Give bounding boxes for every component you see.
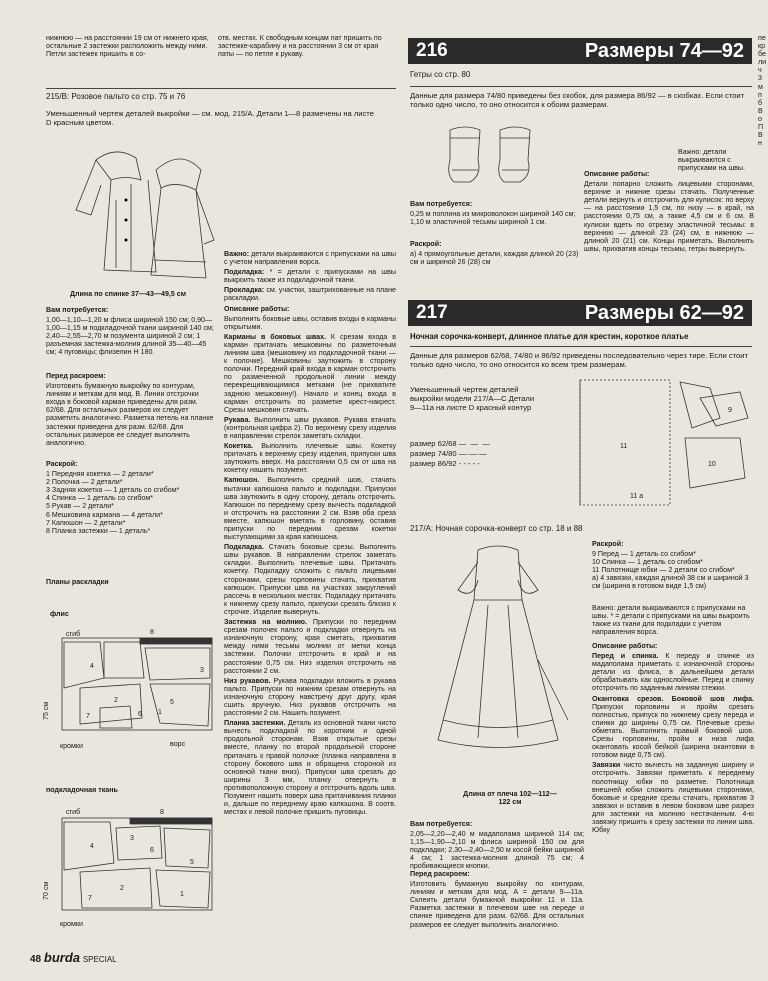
b215-9-head: Подкладка. <box>224 543 264 552</box>
section-216-header <box>408 38 752 64</box>
edge-fragment: н <box>758 139 762 148</box>
b215-1-text: * = детали с припусками на швы выкроить также из подкладочной ткани. <box>224 268 396 285</box>
prep-217-title: Перед раскроем: <box>410 870 470 878</box>
edges-label-2: кромки <box>60 920 83 928</box>
col1-continuation: нижнюю — на расстоянии 19 см от нижнего края, остальные 2 застежки расположить между ними. Петли застежек пришить в со- <box>46 34 209 59</box>
size-b-label: размер 74/80 <box>410 449 457 458</box>
edge-fragment: ли <box>758 58 767 67</box>
work-216 <box>584 170 754 274</box>
section-217-title: Размеры 62—92 <box>584 301 744 324</box>
subtitle-217: Ночная сорочка-конверт, длинное платье для крестин, короткое платье <box>410 332 689 341</box>
width-75-label: 75 см <box>42 701 50 720</box>
cut-217-item: 9 Перед — 1 деталь со сгибом* <box>592 550 696 559</box>
svg-text:9: 9 <box>728 407 732 414</box>
section-217-header <box>408 300 752 326</box>
svg-text:8: 8 <box>160 809 164 816</box>
cut-215-item: 7 Капюшон — 2 детали* <box>46 518 126 527</box>
w217-2-text: чисто вычесть на заданную ширину и отстрочить. Завязки приметать к переднему полотнищу юбки по разметке. Полотнища внешней юбки сложить лицевыми сторонами, боковые и средние срезы стачать, прихватив 3 завязки и оставив в левом боковом шве разрез для застежки на молнию нестачанным. 4-ю завязку пришить к срезу застежки по линии шва. Юбку <box>592 761 754 835</box>
size-86-92 <box>410 460 540 470</box>
b215-0-text: детали выкраиваются с припусками на швы с учетом направления ворса. <box>224 250 396 267</box>
important-217: Важно: детали выкраиваются с припусками на швы. * = детали с припусками на швы выкроить также из ткани для подкладки с учетом направления ворса. <box>592 604 750 637</box>
prep-215-title: Перед раскроем: <box>46 372 106 380</box>
w217-0-text: К переду и спинке из мадаполама приметать с изнаночной стороны детали из флиса, в дальнейшем детали обрабатывать как однослойные. Перед и спинку отстрочить по заданным линиям стежки. <box>592 652 754 693</box>
svg-text:6: 6 <box>150 847 154 854</box>
caption-217a: 217/А: Ночная сорочка-конверт со стр. 18 и 88 <box>410 524 583 533</box>
length-215: Длина по спинке 37—43—49,5 см <box>70 290 186 298</box>
edge-fragment: кр <box>758 42 766 51</box>
svg-text:1: 1 <box>180 891 184 898</box>
fold-label-1: сгиб <box>66 630 81 638</box>
length-217: Длина от плеча 102—112—122 см <box>463 790 557 807</box>
instructions-215 <box>224 250 396 950</box>
lining-layout-plan <box>60 808 220 920</box>
materials-215 <box>46 306 216 370</box>
svg-text:3: 3 <box>200 667 204 674</box>
cut-217-title: Раскрой: <box>592 540 624 548</box>
materials-216-text: 0,25 м поплина из микроволокон шириной 140 см; 1,10 м эластичной тесьмы шириной 1 см. <box>410 210 576 227</box>
edge-fragment: п <box>758 90 762 99</box>
fold-label-2: сгиб <box>66 808 81 816</box>
work-216-title: Описание работы: <box>584 170 650 178</box>
size-b-line-icon: —·—·— <box>458 449 487 458</box>
edge-fragment: о <box>758 114 762 123</box>
b215-12-text: Деталь из основной ткани чисто вычесть подкладкой по коротким и одной продольной сторонам. Взяв открытые срезы вместе, планку по второй продольной стороне притачать к правой полочке (планка направлена в сторону бокового шва и обращена стороной из основной ткани вниз). Припуски шва срезать до ширины 3 мм, планку отвернуть в противоположную сторону и отстрочить вдоль шва. Позумент нашить поверх шва притачивания планки и, дальше по переднему краю капюшона. В соотв. местах к левой полочке пришить пуговицы. <box>224 719 396 817</box>
b215-3-head: Описание работы: <box>224 304 290 313</box>
b215-7-head: Кокетка. <box>224 442 254 451</box>
col2-continuation: отв. местах. К свободным концам пат пришить по застежке-карабину и на расстоянии 3 см от края паты — по петле к рукаву. <box>218 34 382 59</box>
edge-fragment: 3 <box>758 74 762 83</box>
size-a-line-icon: — — — <box>458 439 491 448</box>
prep-217-text: Изготовить бумажную выкройку по контурам, линиям и меткам для мод. А = детали 9—11а. Склеить детали бумажной выкройки 11 и 11а. Разметка застежки в плечевом шве на переде и спинке приведена для разм. 62/68. Для остальных размеров ее следует выполнить аналогично. <box>410 880 584 929</box>
edge-fragment: м <box>758 82 763 91</box>
b215-4-text: Выполнить боковые швы, оставив входы в карманы открытыми. <box>224 314 396 331</box>
svg-text:1: 1 <box>158 709 162 716</box>
b215-11-head: Низ рукавов. <box>224 676 271 685</box>
grain-label: ворс <box>170 740 186 748</box>
cut-217-item: 10 Спинка — 1 деталь со сгибом* <box>592 558 703 567</box>
section-217-number: 217 <box>416 302 448 323</box>
svg-text:10: 10 <box>708 461 716 468</box>
fleece-label: флис <box>50 610 69 618</box>
fleece-layout-plan <box>60 628 220 740</box>
work-217-title: Описание работы: <box>592 642 658 650</box>
svg-text:7: 7 <box>86 713 90 720</box>
materials-215-text: 1,00—1,10—1,20 м флиса шириной 150 см; 0,90—1,00—1,15 м подкладочной ткани шириной 140 см; 2,40—2,55—2,70 м позумента шириной 2 см; 1 разъемная застежка-молния длиной 35—40—45 см; 4 пуговицы; флизелин Н 180. <box>46 316 214 357</box>
pattern-diagram-217 <box>540 378 756 512</box>
svg-text:2: 2 <box>120 885 124 892</box>
diagram-note-215: Уменьшенный чертеж деталей выкройки — см. мод. 215/A. Детали 1—8 размечены на листе D красным цветом. <box>46 109 374 127</box>
w217-1-text: Припуски горловины и пройм срезать полностью, припуск по нижнему срезу переда и спинки до ширины 0,75 см. Плечевые срезы обметать. Выполнить правый боковой шов. Срезы горловины, пройм и низа лифа окантовать косой бейкой (ширина окантовки в готовом виде 0,75 см). <box>592 702 754 760</box>
svg-text:5: 5 <box>190 859 194 866</box>
w217-2-head: Завязки <box>592 761 621 770</box>
svg-text:6: 6 <box>138 711 142 718</box>
b215-6-head: Рукава. <box>224 415 251 424</box>
diagram-note-217: Уменьшенный чертеж деталей выкройки модели 217/А—С Детали 9—11а на листе D красный контур <box>410 385 535 412</box>
size-a-label: размер 62/68 <box>410 439 457 448</box>
intro-217: Данные для размеров 62/68, 74/80 и 86/92 приведены последовательно через тире. Если стоит только одно число, то оно относится ко всем трем размерам. <box>410 351 748 369</box>
cut-216-title: Раскрой: <box>410 240 442 248</box>
coat-illustration <box>56 140 216 290</box>
plans-title: Планы раскладки <box>46 578 109 586</box>
cut-215-item: 4 Спинка — 1 деталь со сгибом* <box>46 494 153 503</box>
cut-217-item: а) 4 завязки, каждая длиной 38 см и шириной 3 см (ширина в готовом виде 1,5 см) <box>592 574 749 591</box>
right-edge-fragments <box>758 34 768 164</box>
svg-text:4: 4 <box>90 663 94 670</box>
b215-9-text: Стачать боковые срезы. Выполнить швы рукавов. В направлении стрелок заметать складки. Выполнить плечевые швы. Притачать кокетку. Подкладку сложить с пальто лицевыми сторонами, срезы горловины стачать, прихватив капюшон. Припуски шва на участках закруглений рассечь в нескольких местах. Подкладку притачать к нижнему срезу пальто, припуски срезать близко к строчке. Изделие вывернуть. <box>224 543 396 616</box>
edge-fragment: ч <box>758 66 762 75</box>
edge-fragment: П <box>758 123 764 132</box>
edges-label-1: кромки <box>60 742 83 750</box>
cut-215-item: 6 Мешковина кармана — 4 детали* <box>46 510 163 519</box>
b215-10-text: Припуски по передним срезам полочек пальто и подкладки отвернуть на изнаночную сторону, края сметать, прихватив между ними тесьмы молнии от метки конца застежки. Полочки отстрочить в край и на расстоянии 0,75 см. Низ изделия отстрочить на расстоянии 2 см. <box>224 618 396 675</box>
caption-215b: 215/B: Розовое пальто со стр. 75 и 76 <box>46 92 186 101</box>
svg-text:11: 11 <box>620 443 628 450</box>
edge-fragment: В <box>758 131 763 140</box>
edge-fragment: б <box>758 98 763 107</box>
edge-fragment: В <box>758 106 763 115</box>
b215-2-head: Прокладка: <box>224 286 265 295</box>
w217-1-head: Окантовка срезов. Боковой шов лифа. <box>592 694 754 703</box>
prep-215 <box>46 372 216 456</box>
svg-text:7: 7 <box>88 895 92 902</box>
width-70-label: 70 см <box>42 881 50 900</box>
size-c-label: размер 86/92 <box>410 459 457 468</box>
cut-215 <box>46 460 216 538</box>
section-216-number: 216 <box>416 40 448 61</box>
materials-217-text: 2,05—2,20—2,40 м мадаполама шириной 114 см; 1,15—1,90—2,10 м флиса шириной 150 см для подкладки; 2,30—2,40—2,50 м косой бейки шириной 4 см; 1 застежка-молния длиной 75 см; 4 пробивающиеся кнопки. <box>410 830 584 871</box>
b215-11-text: Рукава подкладки вложить в рукава пальто. Припуски по нижним срезам отвернуть на изнаночную сторону навстречу друг другу, края сшить вручную. Низ рукавов отстрочить на расстоянии 2 см. Нашить позумент. <box>224 676 397 718</box>
b215-5-text: К срезам входа в карман притачать мешковины по разметочным линиям шва (мешковину из подкладочной ткани — к полочке). Мешковины заутюжить в сторону полочки. Передний край входа в карман отстрочить по размеченной продольной линии между перекрещивающимися метками (не прихватите заднюю мешковину!). Начало и конец входа в карман отстрочить по разметке крест-накрест. Срезы мешковин стачать. <box>224 332 397 414</box>
b215-7-text: Выполнить плечевые швы. Кокетку притачать к верхнему срезу изделия, припуски шва заутюжить вверх. На расстоянии 0,5 см от шва на кокетку нашить позумент. <box>224 442 396 475</box>
materials-217 <box>410 820 584 871</box>
brand-special: SPECIAL <box>82 955 117 964</box>
b215-12-head: Планка застежки. <box>224 719 286 728</box>
b215-8-text: Выполнить средний шов, стачать вытачки капюшона пальто и подкладки. Припуски шва заутюжить в одну сторону, деталь отстрочить. Капюшон по переднему срезу вычесть подкладкой и отстрочить на расстоянии 2 см. Взяв оба среза вместе, капюшон вметать в горловину, оставив припуски по передним срезам кокетки выступающими за края капюшона. <box>224 476 396 542</box>
b215-8-head: Капюшон. <box>224 476 260 485</box>
b215-5-head: Карманы в боковых швах. <box>224 332 327 341</box>
cut-215-item: 3 Задняя кокетка — 1 деталь со сгибом* <box>46 486 180 495</box>
svg-text:11 a: 11 a <box>630 493 644 500</box>
svg-text:4: 4 <box>90 843 94 850</box>
gaiters-illustration <box>440 120 560 192</box>
section-216-title: Размеры 74—92 <box>584 39 744 62</box>
rule-217 <box>410 346 752 347</box>
intro-216: Данные для размера 74/80 приведены без скобок, для размера 86/92 — в скобках. Если стоит только одно число, то оно относится к обоим размерам. <box>410 91 745 109</box>
brand-logo: burda <box>43 950 81 965</box>
b215-1-head: Подкладка: <box>224 268 265 277</box>
svg-text:5: 5 <box>170 699 174 706</box>
caption-216: Гетры со стр. 80 <box>410 70 471 79</box>
lining-label: подкладочная ткань <box>46 786 118 794</box>
size-c-line-icon: - - - - - <box>458 459 480 468</box>
cut-215-item: 1 Передняя кокетка — 2 детали* <box>46 470 154 479</box>
prep-217 <box>410 870 584 950</box>
page-number: 48 <box>30 954 42 965</box>
cut-216-text: а) 4 прямоугольные детали, каждая длиной 20 (23) см и шириной 26 (28) см <box>410 250 579 267</box>
important-216: Важно: детали выкраиваются с припусками на швы. <box>678 148 745 173</box>
cut-217 <box>592 540 754 602</box>
b215-6-text: Выполнить швы рукавов. Рукава втачать (контрольная цифра 2). По верхнему срезу изделия в направлении стрелок заметать складки. <box>224 415 396 440</box>
cut-215-item: 8 Планка застежки — 1 деталь* <box>46 526 151 535</box>
prep-215-text: Изготовить бумажную выкройку по контурам, линиям и меткам для мод. В. Линии отстрочки входа в боковой карман приведены для разм. 62/68. Для остальных размеров их следует разметить аналогично. Разметка петель на планке застежки приведена для разм. 62/68. Для остальных размеров ее следует выполнить аналогично. <box>46 382 214 447</box>
nightgown-illustration <box>418 540 582 776</box>
rule-216 <box>410 86 752 87</box>
materials-216-title: Вам потребуется: <box>410 200 473 208</box>
svg-text:8: 8 <box>150 629 154 636</box>
cut-217-item: 11 Полотнище юбки — 2 детали со сгибом* <box>592 566 735 575</box>
w217-0-head: Перед и спинка. <box>592 652 659 661</box>
edge-fragment: бе <box>758 50 766 59</box>
work-216-text: Детали попарно сложить лицевыми сторонами, верхние и нижние срезы стачать. Полученные детали вернуть и отстрочить для кулисок: по верху — на расстоянии 1,5 см, по низу — в край, на расстоянии 0,75 см, а также 4,5 см и 6 см. В кулиски вдеть по отрезку эластичной тесьмы: в верхнюю — длиной 23 (24) см, в нижнюю — длиной 20 (21) см. Концы приметать. Выполнить швы, прихватив концы тесьмы, гетры вывернуть. <box>584 180 754 253</box>
cut-215-title: Раскрой: <box>46 460 78 468</box>
b215-10-head: Застежка на молнию. <box>224 618 307 627</box>
svg-text:2: 2 <box>114 697 118 704</box>
materials-216 <box>410 200 580 234</box>
rule-215 <box>46 88 396 89</box>
cut-216 <box>410 240 580 270</box>
materials-217-title: Вам потребуется: <box>410 820 473 828</box>
svg-text:3: 3 <box>130 835 134 842</box>
work-217 <box>592 642 754 942</box>
cut-215-item: 2 Полочка — 2 детали* <box>46 478 123 487</box>
b215-2-text: см. участки, заштрихованные на плане раскладки. <box>224 286 396 303</box>
materials-215-title: Вам потребуется: <box>46 306 109 314</box>
cut-215-item: 5 Рукав — 2 детали* <box>46 502 114 511</box>
b215-0-head: Важно: <box>224 250 250 258</box>
edge-fragment: пе <box>758 34 766 42</box>
page-footer <box>30 950 117 965</box>
